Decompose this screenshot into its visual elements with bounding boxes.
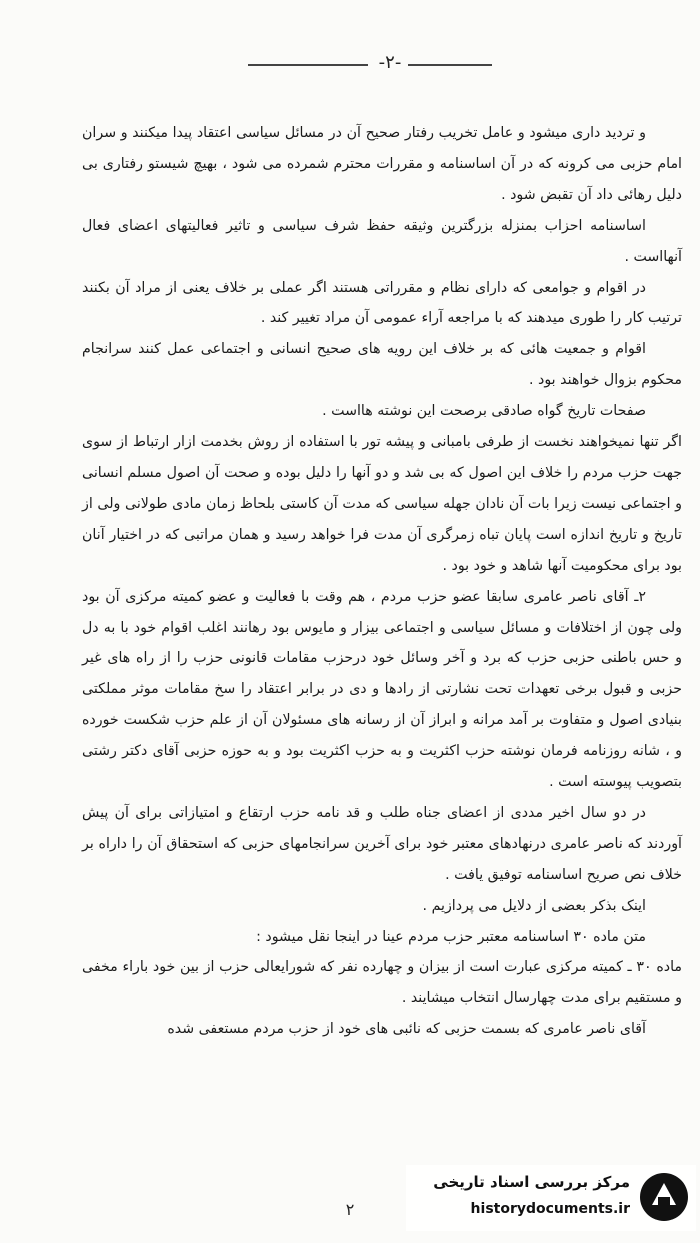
- page-number: -۲-: [378, 52, 402, 73]
- paragraph: آقای ناصر عامری که بسمت حزبی که نائبی های خود از حزب مردم مستعفی شده: [167, 1021, 646, 1038]
- paragraph: اینک بذکر بعضی از دلایل می پردازیم .: [422, 897, 646, 914]
- header-rule-left: [248, 64, 368, 66]
- paragraph: اقوام و جمعیت هائی که بر خلاف این رویه های صحیح انسانی و اجتماعی عمل کنند سرانجام محکوم بزوال خواهند بود .: [82, 341, 682, 389]
- paragraph: صفحات تاریخ گواه صادقی برصحت این نوشته هااست .: [322, 403, 646, 420]
- paragraph: متن ماده ۳۰ اساسنامه معتبر حزب مردم عینا در اینجا نقل میشود :: [256, 928, 646, 945]
- paragraph: ۲ـ آقای ناصر عامری سابقا عضو حزب مردم ، هم وقت با فعالیت و عضو کمیته مرکزی آن بود ولی چون از اختلافات و مسائل سیاسی و اجتماعی بیزار و مایوس بود رهانند اغلب اقوام خود با به دل و حس باطنی حزبی حزب که برد و آخر وسائل خود درحزب مقامات قانونی حزب را از راه های غیر حزبی و قبول برخی تعهدات تحت نشارتی از رادها و دی در برابر اعتقاد را سخ مقامات موثر مملکتی بنیادی اصول و متفاوت بر آمد مرانه و ابراز آن از رسانه های مسئولان آن از علم حزب شکست خورده و ، شانه روزنامه فرمان نوشته حزب اکثریت و به حزب اکثریت بود و به حوزه حزبی آقای دکتر رشتی بتصویب پیوسته است .: [82, 588, 682, 791]
- header-rule-right: [408, 64, 492, 66]
- paragraph: در دو سال اخیر مددی از اعضای جناه طلب و قد نامه حزب ارتقاع و امتیازاتی برای آن پیش آوردند که ناصر عامری درنهادهای معتبر خود برای آخرین سرانجامهای حزبی که استحقاق آن را داراه بر خلاف نص صریح اساسنامه توفیق یافت .: [82, 804, 682, 883]
- footer-page-mark: ۲: [345, 1200, 355, 1219]
- watermark-title: مرکز بررسی اسناد تاریخی: [433, 1173, 630, 1191]
- paragraph: اگر تنها نمیخواهند نخست از طرفی بامبانی و پیشه تور با استفاده از روش بخدمت ازار ارتباط از سوی جهت حزب مردم را خلاف این اصول که بی شد و دو آنها را دلیل بوده و صحت آن اصول مسلم انسانی و اجتماعی نیست زیرا بات آن نادان جهله سیاسی که مدت آن کاستی بلحاظ زمان مادی طولانی ولی از تاریخ و تاریخ اندازه است پایان تباه زمرگری آن مدت فرا خواهد رسید و همان مراتبی که در اختیار آنان بود برای محکومیت آنها شاهد و خود بود .: [82, 434, 682, 574]
- paragraph: و تردید داری میشود و عامل تخریب رفتار صحیح آن در مسائل سیاسی اعتقاد پیدا میکنند و سران امام حزبی می کرونه که در آن اساسنامه و مقررات محترم شمرده می شود ، بهیچ شیستو رفتاری بی دلیل رهائی داد آن تقبض شود .: [82, 125, 682, 203]
- paragraph: اساسنامه احزاب بمنزله بزرگترین وثیقه حفظ شرف سیاسی و تاثیر فعالیتهای اعضای فعال آنهااست .: [82, 217, 682, 265]
- paragraph: در اقوام و جوامعی که دارای نظام و مقرراتی هستند اگر عملی بر خلاف یعنی از مراد آن بکنند ترتیب کار را طوری میدهند که با مراجعه آراء عمومی آن مراد تغییر کند .: [82, 279, 682, 327]
- archive-watermark: [406, 1165, 696, 1231]
- document-body: [82, 118, 682, 1045]
- paragraph: ماده ۳۰ ـ کمیته مرکزی عبارت است از بیزان و چهارده نفر که شورایعالی حزب از بین خود باراء مخفی و مستقیم برای مدت چهارسال انتخاب میشایند .: [82, 959, 683, 1007]
- watermark-url: historydocuments.ir: [470, 1201, 630, 1217]
- archive-logo-icon: [638, 1171, 690, 1223]
